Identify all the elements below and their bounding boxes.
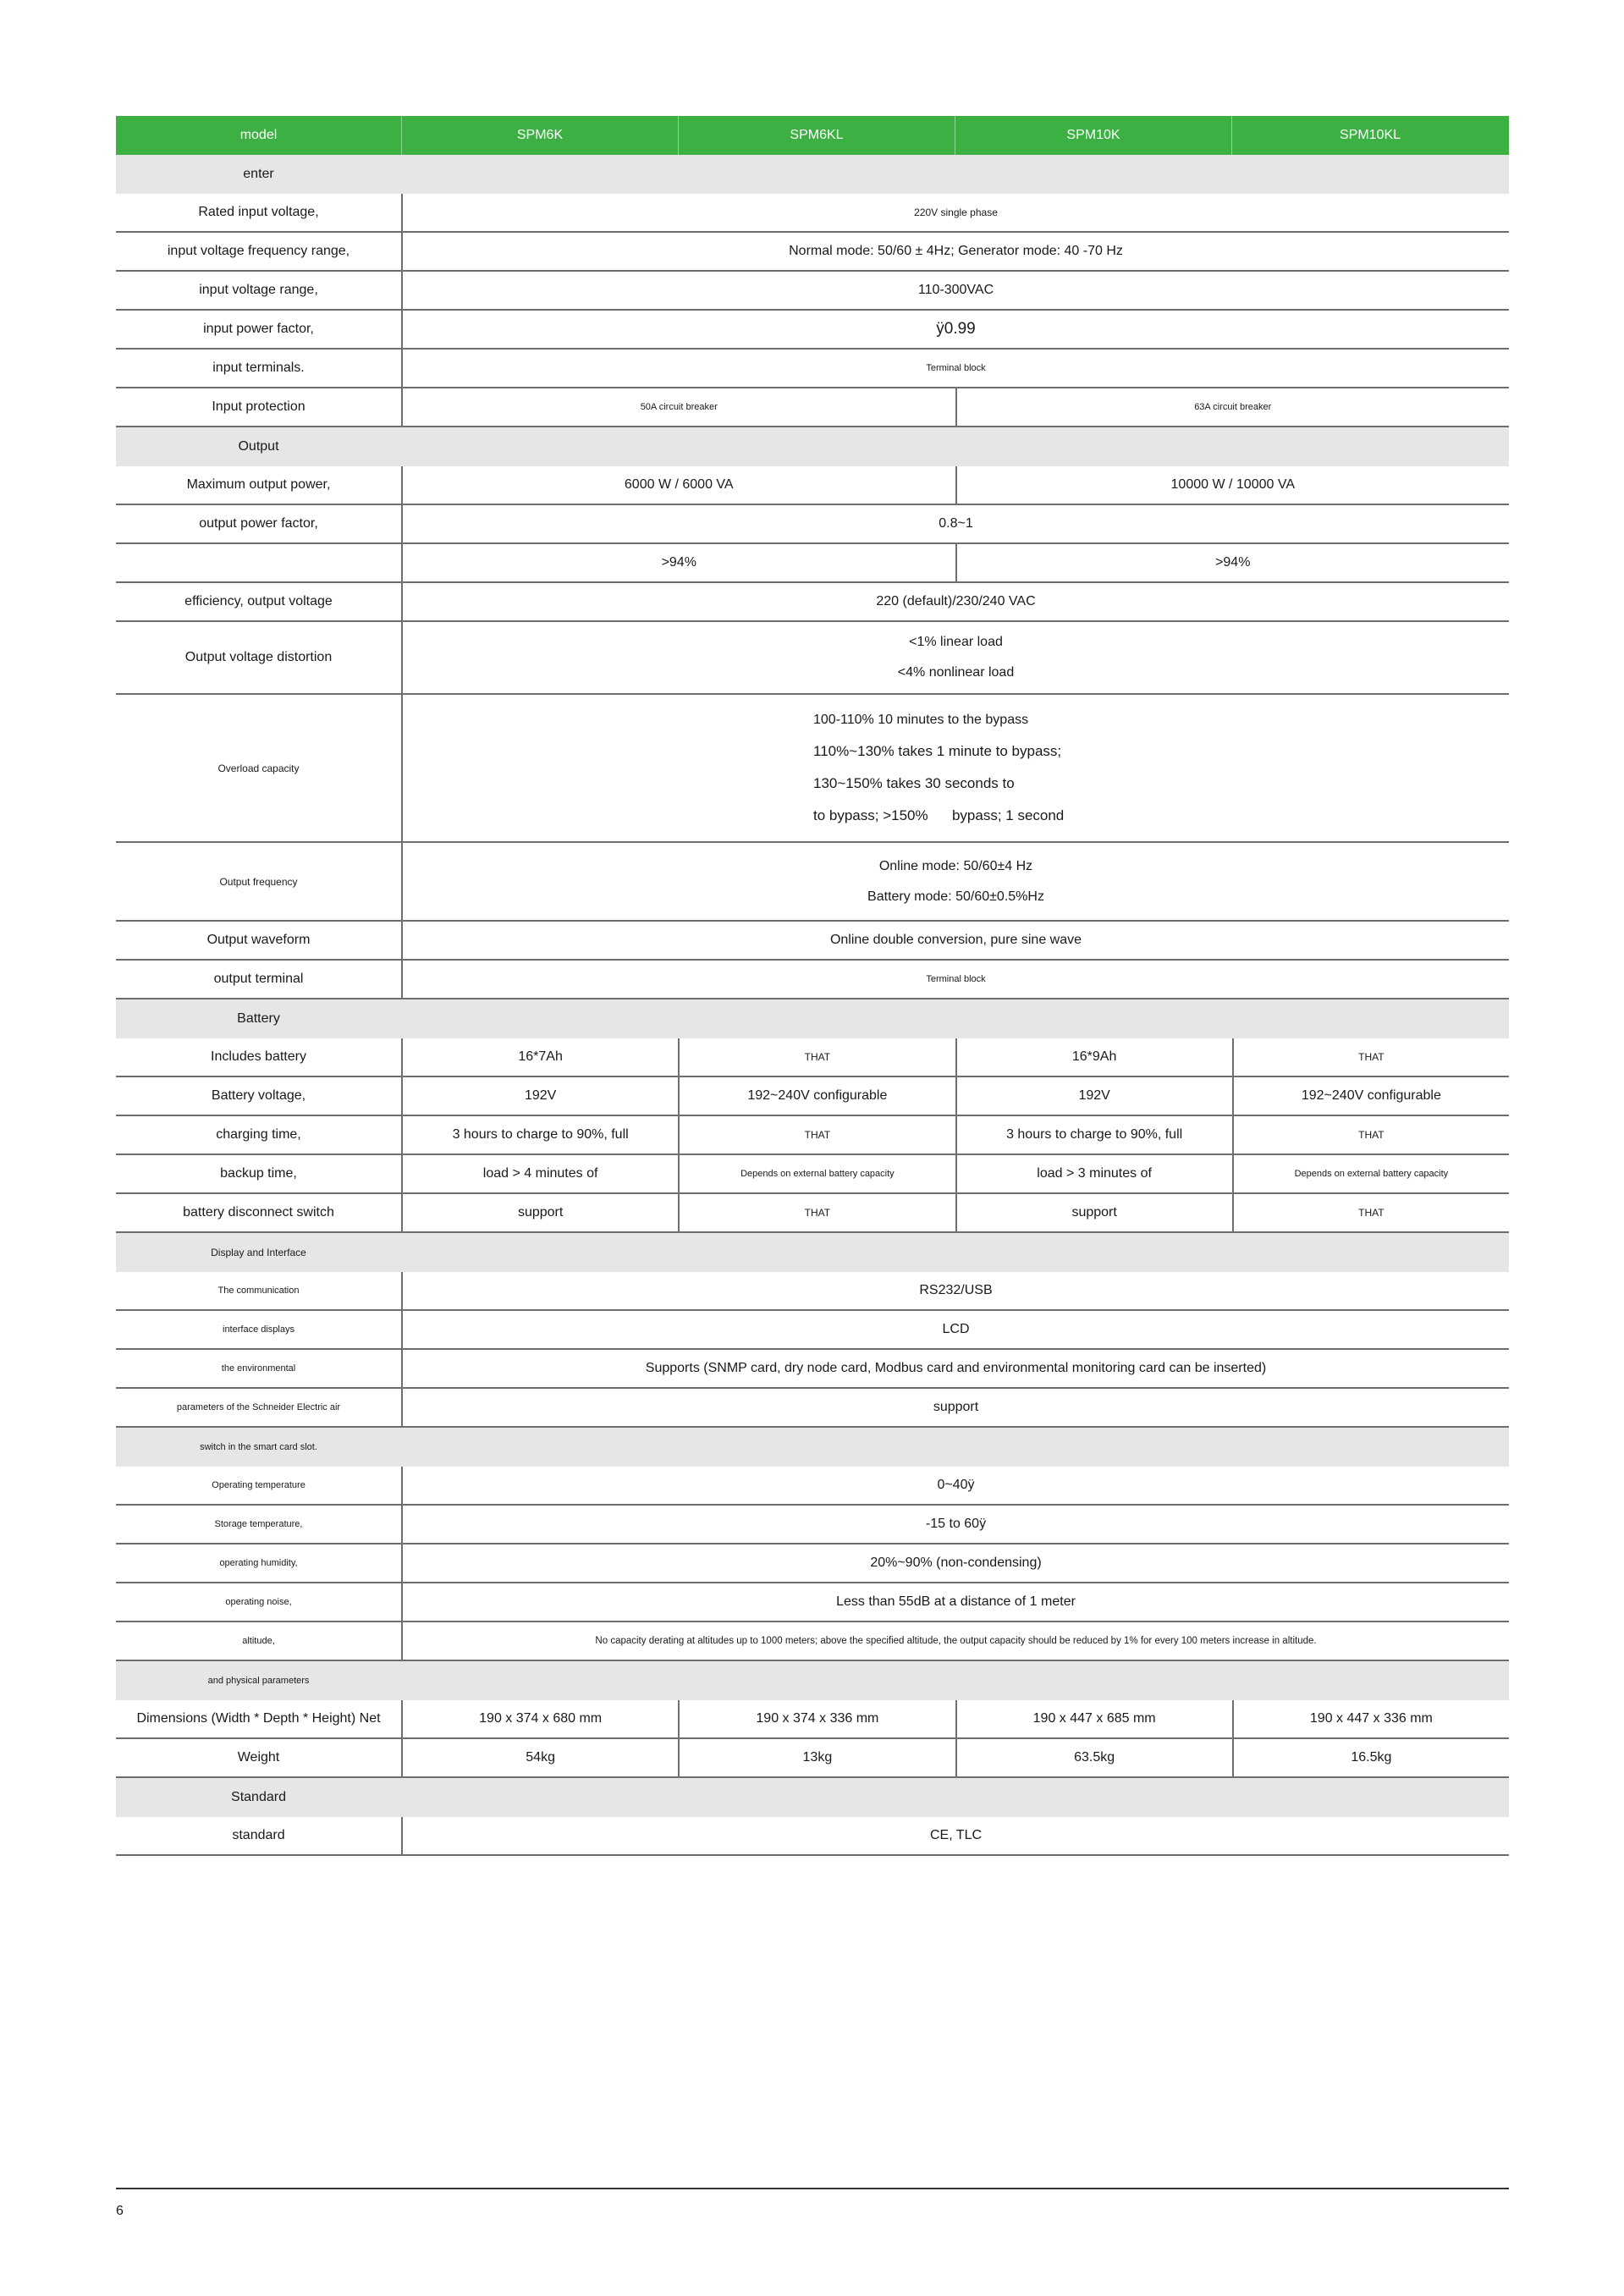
row-value: Depends on external battery capacity xyxy=(1232,1155,1509,1192)
spec-table xyxy=(116,116,1509,1856)
row-label: input terminals. xyxy=(212,361,305,375)
row-input-power-factor xyxy=(116,311,1509,350)
row-value: LCD xyxy=(401,1311,1509,1348)
row-value: Normal mode: 50/60 ± 4Hz; Generator mode: 40 -70 Hz xyxy=(401,233,1509,270)
row-value: 54kg xyxy=(401,1739,678,1776)
row-label: the environmental xyxy=(221,1363,296,1374)
row-value: load > 4 minutes of xyxy=(401,1155,678,1192)
row-value: 10000 W / 10000 VA xyxy=(955,466,1510,504)
section-label: enter xyxy=(243,167,274,181)
row-label: Battery voltage, xyxy=(211,1088,306,1103)
row-value: >94% xyxy=(401,544,955,581)
row-label: operating humidity, xyxy=(219,1558,298,1568)
row-value: load > 3 minutes of xyxy=(955,1155,1232,1192)
row-value: 50A circuit breaker xyxy=(401,388,955,426)
row-value: 63A circuit breaker xyxy=(955,388,1510,426)
row-value: Terminal block xyxy=(401,961,1509,998)
header-spm6k: SPM6K xyxy=(401,116,678,155)
row-value: THAT xyxy=(1232,1038,1509,1076)
row-value: 16*7Ah xyxy=(401,1038,678,1076)
row-backup-time xyxy=(116,1155,1509,1194)
row-parameters xyxy=(116,1389,1509,1428)
row-value: 3 hours to charge to 90%, full xyxy=(401,1116,678,1154)
row-altitude xyxy=(116,1622,1509,1661)
section-standard xyxy=(116,1778,1509,1817)
row-operating-noise xyxy=(116,1583,1509,1622)
row-weight xyxy=(116,1739,1509,1778)
row-label: Maximum output power, xyxy=(186,477,331,492)
value-line: 100-110% 10 minutes to the bypass xyxy=(813,712,1029,727)
value-line: Online mode: 50/60±4 Hz xyxy=(878,858,1033,873)
row-value: CE, TLC xyxy=(401,1817,1509,1854)
section-enter xyxy=(116,155,1509,194)
row-input-voltage-range xyxy=(116,272,1509,311)
row-label: Rated input voltage, xyxy=(198,205,319,219)
row-label: interface displays xyxy=(223,1324,295,1335)
row-value: 20%~90% (non-condensing) xyxy=(401,1544,1509,1582)
section-battery xyxy=(116,999,1509,1038)
row-label: output terminal xyxy=(213,972,304,986)
row-value: 190 x 374 x 336 mm xyxy=(678,1700,955,1737)
row-value: support xyxy=(955,1194,1232,1231)
row-label: altitude, xyxy=(242,1636,275,1646)
header-spm6kl: SPM6KL xyxy=(678,116,955,155)
row-label: Output frequency xyxy=(219,875,298,888)
row-value xyxy=(401,622,1509,693)
row-value: 220V single phase xyxy=(401,194,1509,231)
row-label: input voltage frequency range, xyxy=(167,244,350,258)
row-label: operating noise, xyxy=(225,1597,292,1607)
value-line: 110%~130% takes 1 minute to bypass; xyxy=(813,742,1062,759)
row-value: 190 x 447 x 685 mm xyxy=(955,1700,1232,1737)
table-header xyxy=(116,116,1509,155)
row-value: THAT xyxy=(678,1194,955,1231)
header-spm10k: SPM10K xyxy=(955,116,1231,155)
section-label: Battery xyxy=(237,1011,280,1026)
row-value: -15 to 60ÿ xyxy=(401,1506,1509,1543)
row-value: 110-300VAC xyxy=(401,272,1509,309)
row-overload-capacity xyxy=(116,695,1509,843)
row-input-terminals xyxy=(116,350,1509,388)
row-charging-time xyxy=(116,1116,1509,1155)
row-label: Dimensions (Width * Depth * Height) Net xyxy=(136,1711,381,1726)
row-value: >94% xyxy=(955,544,1510,581)
value-line: Battery mode: 50/60±0.5%Hz xyxy=(867,889,1044,904)
row-label: backup time, xyxy=(220,1166,297,1181)
row-value: 190 x 374 x 680 mm xyxy=(401,1700,678,1737)
row-label: Output waveform xyxy=(206,933,311,947)
row-label: Overload capacity xyxy=(217,762,300,774)
row-label: battery disconnect switch xyxy=(183,1205,334,1220)
row-frequency-range xyxy=(116,233,1509,272)
row-value: 13kg xyxy=(678,1739,955,1776)
row-value: Less than 55dB at a distance of 1 meter xyxy=(401,1583,1509,1621)
value-line: <1% linear load xyxy=(909,635,1003,649)
row-value: THAT xyxy=(1232,1116,1509,1154)
row-value: 16*9Ah xyxy=(955,1038,1232,1076)
row-output-waveform xyxy=(116,922,1509,961)
value-line: to bypass; >150% bypass; 1 second xyxy=(813,807,1065,823)
row-label: charging time, xyxy=(216,1127,301,1142)
row-label: Weight xyxy=(237,1750,280,1765)
header-model: model xyxy=(239,128,278,142)
row-value: ÿ0.99 xyxy=(401,311,1509,348)
row-operating-humidity xyxy=(116,1544,1509,1583)
section-label: Output xyxy=(238,439,279,454)
row-value xyxy=(401,695,1509,841)
row-value: Supports (SNMP card, dry node card, Modbus card and environmental monitoring card can be inserted) xyxy=(401,1350,1509,1387)
value-line: 130~150% takes 30 seconds to xyxy=(813,774,1015,791)
row-value xyxy=(401,843,1509,920)
row-label: parameters of the Schneider Electric air xyxy=(176,1402,341,1412)
section-smart-card-slot xyxy=(116,1428,1509,1467)
row-output-terminal xyxy=(116,961,1509,999)
row-battery-voltage xyxy=(116,1077,1509,1116)
row-environmental xyxy=(116,1350,1509,1389)
row-label: Includes battery xyxy=(211,1049,306,1064)
row-value: THAT xyxy=(678,1038,955,1076)
row-value: RS232/USB xyxy=(401,1272,1509,1309)
section-output xyxy=(116,427,1509,466)
header-spm10kl: SPM10KL xyxy=(1231,116,1508,155)
page-number: 6 xyxy=(116,2204,124,2218)
section-physical-parameters xyxy=(116,1661,1509,1700)
row-label: Input protection xyxy=(212,399,306,414)
row-label: Operating temperature xyxy=(212,1480,306,1490)
row-label: Storage temperature, xyxy=(214,1519,303,1529)
section-label: Display and Interface xyxy=(211,1247,306,1258)
row-output-frequency xyxy=(116,843,1509,922)
row-max-output-power xyxy=(116,466,1509,505)
row-value: 63.5kg xyxy=(955,1739,1232,1776)
row-battery-disconnect-switch xyxy=(116,1194,1509,1233)
row-value: 16.5kg xyxy=(1232,1739,1509,1776)
section-label: and physical parameters xyxy=(207,1676,310,1686)
row-label: The communication xyxy=(217,1286,300,1296)
row-label: Output voltage distortion xyxy=(184,650,333,664)
section-label: Standard xyxy=(231,1790,286,1804)
row-output-power-factor xyxy=(116,505,1509,544)
row-value: Online double conversion, pure sine wave xyxy=(401,922,1509,959)
row-value: 190 x 447 x 336 mm xyxy=(1232,1700,1509,1737)
row-label: output power factor, xyxy=(199,516,318,531)
row-value: 192~240V configurable xyxy=(678,1077,955,1115)
row-label: input voltage range, xyxy=(199,283,318,297)
row-value: support xyxy=(401,1194,678,1231)
section-display-interface xyxy=(116,1233,1509,1272)
row-value: 0.8~1 xyxy=(401,505,1509,542)
row-value: 220 (default)/230/240 VAC xyxy=(401,583,1509,620)
row-value: 0~40ÿ xyxy=(401,1467,1509,1504)
row-value: 3 hours to charge to 90%, full xyxy=(955,1116,1232,1154)
row-value: Terminal block xyxy=(401,350,1509,387)
value-line: <4% nonlinear load xyxy=(897,665,1015,680)
row-value: 6000 W / 6000 VA xyxy=(401,466,955,504)
row-value: 192V xyxy=(401,1077,678,1115)
row-input-protection xyxy=(116,388,1509,427)
row-value: THAT xyxy=(1232,1194,1509,1231)
row-storage-temperature xyxy=(116,1506,1509,1544)
row-interface-displays xyxy=(116,1311,1509,1350)
row-rated-input-voltage xyxy=(116,194,1509,233)
row-value: Depends on external battery capacity xyxy=(678,1155,955,1192)
row-value: 192V xyxy=(955,1077,1232,1115)
row-label: input power factor, xyxy=(203,322,314,336)
row-label: efficiency, output voltage xyxy=(184,594,333,608)
row-value: No capacity derating at altitudes up to 1000 meters; above the specified altitude, the output capacity should be reduced by 1% for every 100 meters increase in altitude. xyxy=(401,1622,1509,1660)
row-dimensions xyxy=(116,1700,1509,1739)
row-label: standard xyxy=(232,1828,285,1842)
row-output-voltage xyxy=(116,583,1509,622)
row-efficiency xyxy=(116,544,1509,583)
row-output-voltage-distortion xyxy=(116,622,1509,695)
footer-divider xyxy=(116,2188,1509,2189)
row-value: THAT xyxy=(678,1116,955,1154)
row-includes-battery xyxy=(116,1038,1509,1077)
row-communication xyxy=(116,1272,1509,1311)
row-value: support xyxy=(401,1389,1509,1426)
row-value: 192~240V configurable xyxy=(1232,1077,1509,1115)
row-operating-temperature xyxy=(116,1467,1509,1506)
row-label xyxy=(116,544,401,581)
row-standard xyxy=(116,1817,1509,1856)
section-label: switch in the smart card slot. xyxy=(200,1442,317,1452)
